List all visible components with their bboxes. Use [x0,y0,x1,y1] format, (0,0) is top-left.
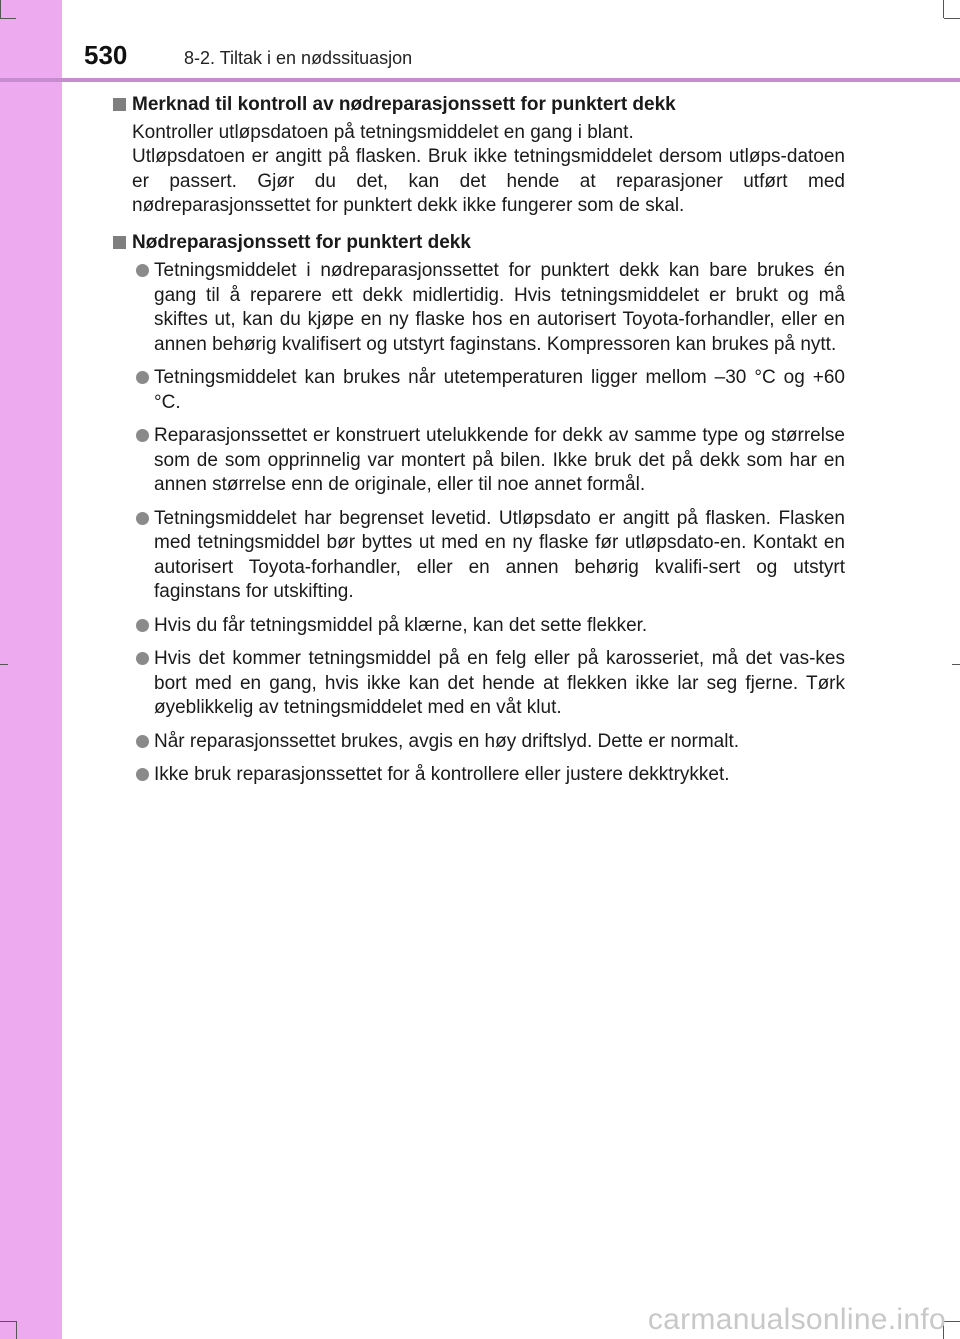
square-marker-icon [113,236,126,249]
list-item [112,647,845,721]
paragraph: Utløpsdatoen er angitt på flasken. Bruk ikke tetningsmiddelet dersom utløps-datoen er passert. Gjør du det, kan det hende at reparasjoner utført med nødreparasjonssettet for punktert dekk ikke fungerer som de skal. [132,146,845,216]
paragraph: Kontroller utløpsdatoen på tetningsmiddelet en gang i blant. [132,121,634,143]
bullet-dot-icon [136,264,149,277]
list-item-text: Når reparasjonssettet brukes, avgis en høy driftslyd. Dette er normalt. [154,730,740,752]
section-heading [112,93,845,118]
header-rule [0,78,960,82]
crop-mark [943,0,944,18]
crop-mark [0,664,8,665]
bullet-dot-icon [136,371,149,384]
list-item-text: Hvis du får tetningsmiddel på klærne, kan det sette flekker. [154,614,648,636]
square-marker-icon [113,98,126,111]
list-item-text: Tetningsmiddelet i nødreparasjonssettet for punktert dekk kan bare brukes én gang til å reparere ett dekk midlertidig. Hvis tetningsmiddelet er brukt og må skiftes ut, kan du kjøpe en ny flaske hos en autorisert Toyota-forhandler, eller en annen behørig kvalifisert og utstyrt faginstans. Kompressoren kan brukes på nytt. [154,260,845,355]
heading-text: Merknad til kontroll av nødreparasjonssett for punktert dekk [132,94,676,115]
crop-mark [952,664,960,665]
list-item [112,366,845,415]
list-item [112,614,845,639]
crop-mark [944,18,960,19]
list-item [112,730,845,755]
list-item [112,763,845,788]
crop-mark [0,0,1,18]
bullet-dot-icon [136,652,149,665]
bullet-dot-icon [136,512,149,525]
page-number: 530 [84,40,128,70]
bullet-dot-icon [136,619,149,632]
list-item [112,507,845,605]
crop-mark [0,1321,16,1322]
list-item-text: Tetningsmiddelet har begrenset levetid. Utløpsdato er angitt på flasken. Flasken med tetningsmiddel bør byttes ut med en ny flaske før utløpsdato-en. Kontakt en autorisert Toyota-forhandler, eller en annen behørig kvalifi-sert og utstyrt faginstans for utskifting. [154,507,845,602]
crop-mark [0,18,16,19]
bullet-dot-icon [136,735,149,748]
list-item [112,424,845,498]
bullet-dot-icon [136,768,149,781]
watermark[interactable]: carmanualsonline.info [647,1303,946,1336]
crop-mark [944,1321,960,1322]
list-item-text: Tetningsmiddelet kan brukes når utetemperaturen ligger mellom –30 °C og +60 °C. [154,367,845,413]
section-title: 8-2. Tiltak i en nødssituasjon [184,48,413,68]
section-heading [112,231,845,256]
list-item-text: Reparasjonssettet er konstruert utelukkende for dekk av samme type og størrelse som de som opprinnelig var montert på bilen. Ikke bruk det på dekk som har en annen størrelse enn de originale, eller til noe annet formål. [154,425,845,495]
heading-text: Nødreparasjonssett for punktert dekk [132,231,471,253]
page-content [112,93,845,797]
list-item [112,259,845,357]
side-color-strip [0,0,62,1339]
bullet-dot-icon [136,429,149,442]
crop-mark [16,1321,17,1339]
list-item-text: Ikke bruk reparasjonssettet for å kontrollere eller justere dekktrykket. [154,764,730,785]
list-item-text: Hvis det kommer tetningsmiddel på en felg eller på karosseriet, må det vas-kes bort med en gang, hvis ikke kan det hende at flekken ikke lar seg fjerne. Tørk øyeblikkelig av tetningsmiddelet med en våt klut. [154,648,845,718]
bullet-list [112,259,845,788]
